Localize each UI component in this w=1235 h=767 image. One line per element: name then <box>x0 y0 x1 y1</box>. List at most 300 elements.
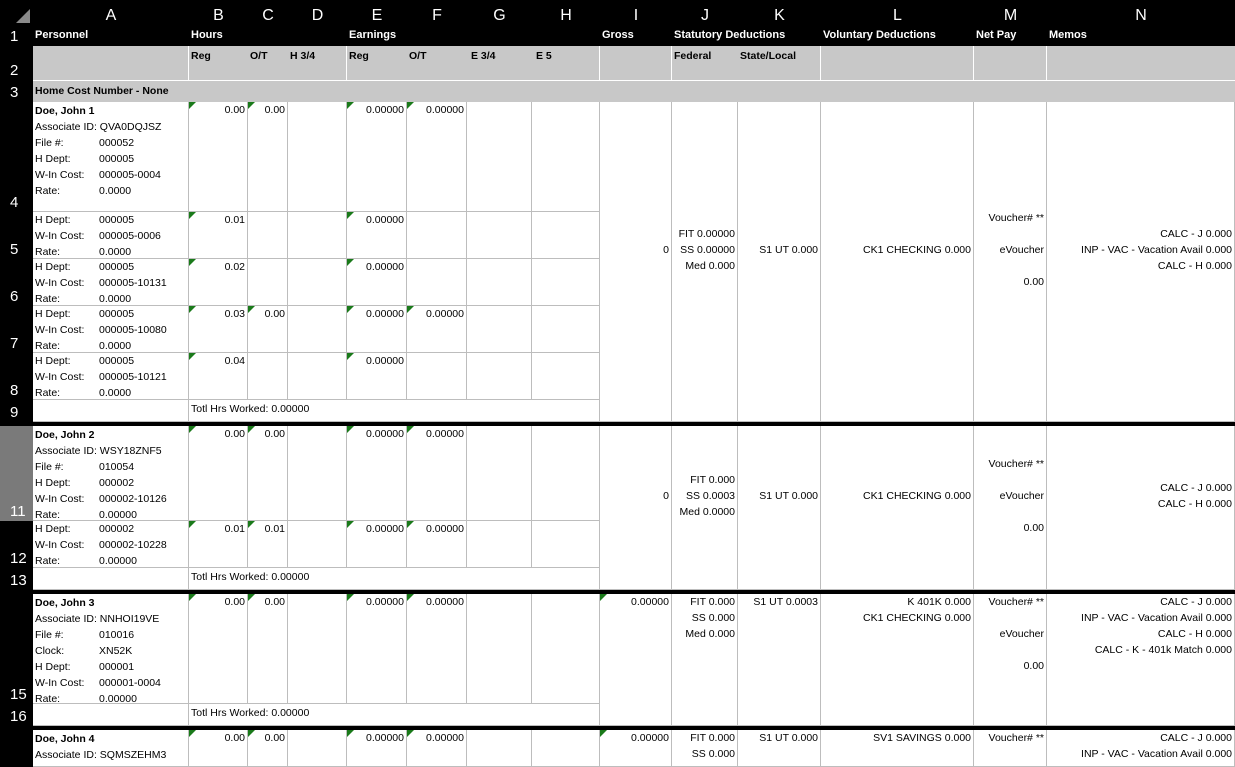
comment-marker-icon <box>347 426 354 433</box>
rate-label: Rate: <box>35 340 61 352</box>
emp1-sub1-earn-reg[interactable] <box>347 212 407 259</box>
emp1-ot-hours[interactable] <box>248 102 288 212</box>
emp3-memos[interactable] <box>1047 594 1235 726</box>
subheader-state-local[interactable]: State/Local <box>738 46 821 80</box>
rate-label: Rate: <box>35 293 61 305</box>
voluntary-line: K 401K 0.000 <box>907 596 971 608</box>
cell-value: 0.00000 <box>366 261 404 273</box>
emp1-earn-reg[interactable] <box>347 102 407 212</box>
associate-id-label: Associate ID: <box>35 749 97 761</box>
row-number: 9 <box>10 404 19 421</box>
voluntary-line: CK1 CHECKING 0.000 <box>863 612 971 624</box>
emp2-sub1-e34[interactable] <box>467 521 532 568</box>
emp2-sub1-earn-ot[interactable] <box>407 521 467 568</box>
emp2-w-in-cost <box>35 491 186 507</box>
emp4-federal[interactable] <box>672 730 738 767</box>
col-header-h[interactable]: H <box>532 6 600 26</box>
fit-value: FIT 0.00000 <box>678 228 735 240</box>
emp1-sub1-personnel[interactable] <box>33 212 189 259</box>
w-in-cost-label: W-In Cost: <box>35 169 85 181</box>
h-dept-label: H Dept: <box>35 214 71 226</box>
row-number: 8 <box>10 382 19 399</box>
comment-marker-icon <box>407 730 414 737</box>
emp3-earn-reg[interactable] <box>347 594 407 704</box>
emp4-gross[interactable] <box>600 730 672 767</box>
rate-label: Rate: <box>35 509 61 521</box>
cell-value: 0.00 <box>264 308 285 320</box>
emp2-sub1-earn-reg[interactable] <box>347 521 407 568</box>
file-value: 010016 <box>99 629 135 641</box>
emp1-gross[interactable] <box>600 102 672 422</box>
rate-label: Rate: <box>35 693 61 704</box>
emp2-sub1-ot[interactable] <box>248 521 288 568</box>
emp1-sub4-personnel[interactable] <box>33 353 189 400</box>
emp1-associate-id <box>35 119 186 135</box>
subheader-net-pay[interactable] <box>974 46 1047 80</box>
emp3-federal[interactable] <box>672 594 738 726</box>
emp2-reg-hours[interactable] <box>189 426 248 521</box>
emp1-rate <box>35 183 186 199</box>
col-header-b[interactable]: B <box>189 6 248 26</box>
emp1-sub2-earn-reg[interactable] <box>347 259 407 306</box>
fit-value: FIT 0.000 <box>690 474 735 486</box>
memo-line: CALC - J 0.000 <box>1160 732 1232 744</box>
emp3-total-hours[interactable]: Totl Hrs Worked: 0.00000 <box>189 704 600 726</box>
subheader-memos[interactable] <box>1047 46 1235 80</box>
h-dept-label: H Dept: <box>35 355 71 367</box>
select-all-icon <box>16 9 30 23</box>
emp3-state-local[interactable] <box>738 594 821 726</box>
emp4-earn-ot[interactable] <box>407 730 467 767</box>
row-number: 4 <box>10 194 19 211</box>
col-header-j[interactable]: J <box>672 6 738 26</box>
emp2-earn-ot[interactable] <box>407 426 467 521</box>
sub-h-dept <box>35 212 186 228</box>
emp1-sub2-reg[interactable] <box>189 259 248 306</box>
emp2-federal[interactable] <box>672 426 738 590</box>
emp1-sub4-reg[interactable] <box>189 353 248 400</box>
voucher-value: Voucher# ** <box>988 212 1044 224</box>
emp1-sub3-earn-reg[interactable] <box>347 306 407 353</box>
emp3-gross[interactable] <box>600 594 672 726</box>
emp1-sub3-reg[interactable] <box>189 306 248 353</box>
emp1-sub4-ot[interactable] <box>248 353 288 400</box>
emp3-net-pay[interactable] <box>974 594 1047 726</box>
header-net-pay[interactable]: Net Pay <box>974 26 1047 46</box>
rate-value: 0.0000 <box>99 185 132 197</box>
memo-line: CALC - K - 401k Match 0.000 <box>1094 644 1232 656</box>
emp1-sub3-earn-ot[interactable] <box>407 306 467 353</box>
emp1-state-local[interactable] <box>738 102 821 422</box>
evoucher-value: eVoucher <box>999 628 1044 640</box>
comment-marker-icon <box>347 306 354 313</box>
header-voluntary[interactable]: Voluntary Deductions <box>821 26 974 46</box>
emp2-sub1-personnel[interactable] <box>33 521 189 568</box>
cell-value: 0.00000 <box>426 732 464 744</box>
w-in-cost-value: 000005-0004 <box>99 169 161 181</box>
voucher-value: Voucher# ** <box>988 458 1044 470</box>
emp1-sub2-h34[interactable] <box>288 259 347 306</box>
emp3-earn-ot[interactable] <box>407 594 467 704</box>
emp1-file <box>35 135 186 151</box>
sub-w-in-cost <box>35 275 186 291</box>
col-header-a[interactable]: A <box>33 6 189 26</box>
emp3-earn-e34[interactable] <box>467 594 532 704</box>
h-dept-value: 000002 <box>99 523 135 535</box>
header-gross[interactable]: Gross <box>600 26 672 46</box>
rate-value: 0.00000 <box>99 555 137 567</box>
emp1-personnel-cell[interactable] <box>33 102 189 212</box>
file-label: File #: <box>35 629 64 641</box>
rate-label: Rate: <box>35 555 61 567</box>
ss-value: SS 0.000 <box>691 748 735 760</box>
comment-marker-icon <box>347 521 354 528</box>
col-header-n[interactable]: N <box>1047 6 1235 26</box>
emp2-ot-hours[interactable] <box>248 426 288 521</box>
emp1-name: Doe, John 1 <box>35 105 95 117</box>
subheader-e5[interactable]: E 5 <box>532 46 600 80</box>
cell-value: S1 UT 0.000 <box>759 732 818 744</box>
associate-id-value: WSY18ZNF5 <box>99 445 162 457</box>
header-personnel[interactable]: Personnel <box>33 26 189 46</box>
cell-value: 0.00 <box>224 104 245 116</box>
emp1-sub3-h34[interactable] <box>288 306 347 353</box>
rate-label: Rate: <box>35 387 61 399</box>
associate-id-label: Associate ID: <box>35 613 97 625</box>
emp2-net-pay[interactable] <box>974 426 1047 590</box>
emp1-sub1-h34[interactable] <box>288 212 347 259</box>
comment-marker-icon <box>189 521 196 528</box>
row-header-1[interactable] <box>0 26 33 46</box>
emp4-earn-e5[interactable] <box>532 730 600 767</box>
comment-marker-icon <box>189 212 196 219</box>
emp3-total-personnel[interactable] <box>33 704 189 726</box>
net-value: 0.00 <box>1023 522 1044 534</box>
home-cost-number-cell[interactable]: Home Cost Number - None <box>33 80 1235 102</box>
emp1-sub2-earn-ot[interactable] <box>407 259 467 306</box>
emp2-sub1-e5[interactable] <box>532 521 600 568</box>
emp1-sub1-e34[interactable] <box>467 212 532 259</box>
ss-value: SS 0.00000 <box>680 244 735 256</box>
med-value: Med 0.000 <box>685 260 735 272</box>
cell-value: 0.00 <box>224 596 245 608</box>
row-number: 2 <box>10 62 19 79</box>
rate-value: 0.00000 <box>99 509 137 521</box>
subheader-personnel[interactable] <box>33 46 189 80</box>
emp1-sub2-personnel[interactable] <box>33 259 189 306</box>
cell-value: 0.01 <box>224 214 245 226</box>
emp4-voluntary[interactable] <box>821 730 974 767</box>
fit-value: FIT 0.000 <box>690 596 735 608</box>
emp3-h-dept <box>35 659 186 675</box>
row-header-16[interactable] <box>0 704 33 726</box>
comment-marker-icon <box>189 353 196 360</box>
cell-value: 0.00000 <box>631 732 669 744</box>
emp3-associate-id <box>35 611 186 627</box>
cell-value: CK1 CHECKING 0.000 <box>863 490 971 502</box>
emp3-h34-hours[interactable] <box>288 594 347 704</box>
emp2-total-hours[interactable]: Totl Hrs Worked: 0.00000 <box>189 568 600 590</box>
emp1-earn-e5[interactable] <box>532 102 600 212</box>
header-memos[interactable]: Memos <box>1047 26 1235 46</box>
col-header-l[interactable]: L <box>821 6 974 26</box>
memo-line: INP - VAC - Vacation Avail 0.000 <box>1081 612 1232 624</box>
emp2-earn-reg[interactable] <box>347 426 407 521</box>
file-value: 000052 <box>99 137 135 149</box>
row-header-7[interactable] <box>0 306 33 353</box>
voucher-value: Voucher# ** <box>988 596 1044 608</box>
emp2-personnel-cell[interactable] <box>33 426 189 521</box>
emp1-sub3-e34[interactable] <box>467 306 532 353</box>
cell-value: 0.00000 <box>366 214 404 226</box>
emp4-personnel-cell[interactable] <box>33 730 189 767</box>
w-in-cost-label: W-In Cost: <box>35 324 85 336</box>
net-value: 0.00 <box>1023 276 1044 288</box>
cell-value: 0.00000 <box>366 308 404 320</box>
comment-marker-icon <box>248 426 255 433</box>
col-header-c[interactable]: C <box>248 6 288 26</box>
emp2-file <box>35 459 186 475</box>
memo-line: INP - VAC - Vacation Avail 0.000 <box>1081 748 1232 760</box>
row-header-9[interactable] <box>0 400 33 422</box>
emp1-sub3-personnel[interactable] <box>33 306 189 353</box>
cell-value: 0.00 <box>224 428 245 440</box>
row-header-3[interactable] <box>0 80 33 102</box>
header-earnings[interactable]: Earnings <box>347 26 600 46</box>
w-in-cost-label: W-In Cost: <box>35 677 85 689</box>
sub-w-in-cost <box>35 537 186 553</box>
emp1-federal[interactable] <box>672 102 738 422</box>
emp2-earn-e5[interactable] <box>532 426 600 521</box>
emp1-sub1-ot[interactable] <box>248 212 288 259</box>
col-header-d[interactable]: D <box>288 6 347 26</box>
cell-value: 0.00 <box>264 428 285 440</box>
emp3-clock <box>35 643 186 659</box>
rate-value: 0.00000 <box>99 693 137 704</box>
emp2-state-local[interactable] <box>738 426 821 590</box>
med-value: Med 0.0000 <box>679 506 735 518</box>
emp1-total-hours[interactable]: Totl Hrs Worked: 0.00000 <box>189 400 600 422</box>
emp4-reg-hours[interactable] <box>189 730 248 767</box>
emp1-sub4-e5[interactable] <box>532 353 600 400</box>
row-header-13[interactable] <box>0 568 33 590</box>
comment-marker-icon <box>347 212 354 219</box>
comment-marker-icon <box>407 594 414 601</box>
subheader-gross[interactable] <box>600 46 672 80</box>
col-header-k[interactable]: K <box>738 6 821 26</box>
file-label: File #: <box>35 137 64 149</box>
row-header-5[interactable] <box>0 212 33 259</box>
cell-value: 0.01 <box>224 523 245 535</box>
emp2-voluntary[interactable] <box>821 426 974 590</box>
cell-value: 0.01 <box>264 523 285 535</box>
emp1-sub2-e5[interactable] <box>532 259 600 306</box>
col-header-g[interactable]: G <box>467 6 532 26</box>
w-in-cost-value: 000002-10126 <box>99 493 167 505</box>
emp1-memos[interactable] <box>1047 102 1235 422</box>
emp2-total-personnel[interactable] <box>33 568 189 590</box>
emp2-h34-hours[interactable] <box>288 426 347 521</box>
col-header-m[interactable]: M <box>974 6 1047 26</box>
cell-value: 0.00000 <box>366 355 404 367</box>
sub-w-in-cost <box>35 369 186 385</box>
emp1-sub3-ot[interactable] <box>248 306 288 353</box>
evoucher-value: eVoucher <box>999 244 1044 256</box>
emp4-net-pay[interactable] <box>974 730 1047 767</box>
row-header-4[interactable] <box>0 102 33 212</box>
row-number: 7 <box>10 335 19 352</box>
emp3-w-in-cost <box>35 675 186 691</box>
emp1-sub3-e5[interactable] <box>532 306 600 353</box>
h-dept-value: 000005 <box>99 261 135 273</box>
row-number: 13 <box>10 572 27 589</box>
memo-line: CALC - H 0.000 <box>1157 498 1232 510</box>
emp4-ot-hours[interactable] <box>248 730 288 767</box>
h-dept-label: H Dept: <box>35 661 71 673</box>
header-hours[interactable]: Hours <box>189 26 347 46</box>
h-dept-label: H Dept: <box>35 308 71 320</box>
emp1-sub4-e34[interactable] <box>467 353 532 400</box>
emp4-state-local[interactable] <box>738 730 821 767</box>
sub-h-dept <box>35 353 186 369</box>
comment-marker-icon <box>600 594 607 601</box>
emp1-sub2-ot[interactable] <box>248 259 288 306</box>
col-header-f[interactable]: F <box>407 6 467 26</box>
clock-value: XN52K <box>99 645 133 657</box>
emp1-sub1-earn-ot[interactable] <box>407 212 467 259</box>
subheader-federal[interactable]: Federal <box>672 46 738 80</box>
rate-value: 0.0000 <box>99 246 132 258</box>
emp3-rate <box>35 691 186 704</box>
emp1-reg-hours[interactable] <box>189 102 248 212</box>
emp1-sub2-e34[interactable] <box>467 259 532 306</box>
col-header-i[interactable]: I <box>600 6 672 26</box>
comment-marker-icon <box>189 306 196 313</box>
cell-value: S1 UT 0.000 <box>759 490 818 502</box>
row-header-2[interactable] <box>0 46 33 80</box>
file-label: File #: <box>35 461 64 473</box>
rate-value: 0.0000 <box>99 387 132 399</box>
row-number: 15 <box>10 686 27 703</box>
emp2-associate-id <box>35 443 186 459</box>
sub-h-dept <box>35 259 186 275</box>
select-all-corner[interactable] <box>0 6 33 26</box>
row-number: 1 <box>10 28 19 45</box>
comment-marker-icon <box>189 259 196 266</box>
w-in-cost-value: 000005-10080 <box>99 324 167 336</box>
h-dept-value: 000005 <box>99 308 135 320</box>
memo-line: INP - VAC - Vacation Avail 0.000 <box>1081 244 1232 256</box>
w-in-cost-value: 000001-0004 <box>99 677 161 689</box>
cell-value: 0.00 <box>264 104 285 116</box>
comment-marker-icon <box>248 594 255 601</box>
row-header-6[interactable] <box>0 259 33 306</box>
row-header-15[interactable] <box>0 594 33 704</box>
emp1-sub4-earn-ot[interactable] <box>407 353 467 400</box>
row-number: 12 <box>10 550 27 567</box>
clock-label: Clock: <box>35 645 65 657</box>
memo-line: CALC - J 0.000 <box>1160 482 1232 494</box>
associate-id-value: NNHOI19VE <box>99 613 160 625</box>
file-value: 010054 <box>99 461 135 473</box>
emp1-voluntary[interactable] <box>821 102 974 422</box>
subheader-reg[interactable]: Reg <box>189 46 248 80</box>
emp1-earn-ot[interactable] <box>407 102 467 212</box>
memo-line: CALC - J 0.000 <box>1160 228 1232 240</box>
emp1-sub4-earn-reg[interactable] <box>347 353 407 400</box>
cell-value: 0.00000 <box>366 104 404 116</box>
row-header-11[interactable] <box>0 426 33 521</box>
row-header-8[interactable] <box>0 353 33 400</box>
emp4-earn-reg[interactable] <box>347 730 407 767</box>
emp4-memos[interactable] <box>1047 730 1235 767</box>
subheader-earn-ot[interactable]: O/T <box>407 46 467 80</box>
header-statutory[interactable]: Statutory Deductions <box>672 26 821 46</box>
rate-value: 0.0000 <box>99 293 132 305</box>
emp3-reg-hours[interactable] <box>189 594 248 704</box>
subheader-ot[interactable]: O/T <box>248 46 288 80</box>
subheader-h34[interactable]: H 3/4 <box>288 46 347 80</box>
cell-value: 0.04 <box>224 355 245 367</box>
emp2-sub1-reg[interactable] <box>189 521 248 568</box>
subheader-earn-reg[interactable]: Reg <box>347 46 407 80</box>
memo-line: CALC - J 0.000 <box>1160 596 1232 608</box>
cell-value: 0 <box>663 244 669 256</box>
emp1-net-pay[interactable] <box>974 102 1047 422</box>
emp1-sub1-e5[interactable] <box>532 212 600 259</box>
cell-value: 0.00000 <box>631 596 669 608</box>
col-header-e[interactable]: E <box>347 6 407 26</box>
emp1-sub4-h34[interactable] <box>288 353 347 400</box>
rate-value: 0.0000 <box>99 340 132 352</box>
subheader-e34[interactable]: E 3/4 <box>467 46 532 80</box>
cell-value: 0.00 <box>224 732 245 744</box>
emp4-h34-hours[interactable] <box>288 730 347 767</box>
emp3-ot-hours[interactable] <box>248 594 288 704</box>
emp2-gross[interactable] <box>600 426 672 590</box>
emp2-memos[interactable] <box>1047 426 1235 590</box>
emp3-earn-e5[interactable] <box>532 594 600 704</box>
emp1-h34-hours[interactable] <box>288 102 347 212</box>
emp3-personnel-cell[interactable] <box>33 594 189 704</box>
emp2-sub1-h34[interactable] <box>288 521 347 568</box>
row-number: 16 <box>10 708 27 725</box>
cell-value: S1 UT 0.0003 <box>753 596 818 608</box>
fit-value: FIT 0.000 <box>690 732 735 744</box>
row-number: 6 <box>10 288 19 305</box>
ss-value: SS 0.000 <box>691 612 735 624</box>
emp3-name: Doe, John 3 <box>35 597 95 609</box>
emp1-sub1-reg[interactable] <box>189 212 248 259</box>
emp1-total-personnel[interactable] <box>33 400 189 422</box>
emp1-earn-e34[interactable] <box>467 102 532 212</box>
w-in-cost-value: 000005-0006 <box>99 230 161 242</box>
subheader-voluntary[interactable] <box>821 46 974 80</box>
w-in-cost-value: 000002-10228 <box>99 539 167 551</box>
row-header-12[interactable] <box>0 521 33 568</box>
memo-line: CALC - H 0.000 <box>1157 628 1232 640</box>
row-header-17[interactable] <box>0 730 33 767</box>
comment-marker-icon <box>189 426 196 433</box>
sub-rate <box>35 244 186 259</box>
emp2-earn-e34[interactable] <box>467 426 532 521</box>
cell-value: 0.00000 <box>426 308 464 320</box>
emp4-earn-e34[interactable] <box>467 730 532 767</box>
sub-rate <box>35 338 186 353</box>
cell-value: 0 <box>663 490 669 502</box>
emp3-voluntary[interactable] <box>821 594 974 726</box>
emp4-associate-id <box>35 747 186 763</box>
